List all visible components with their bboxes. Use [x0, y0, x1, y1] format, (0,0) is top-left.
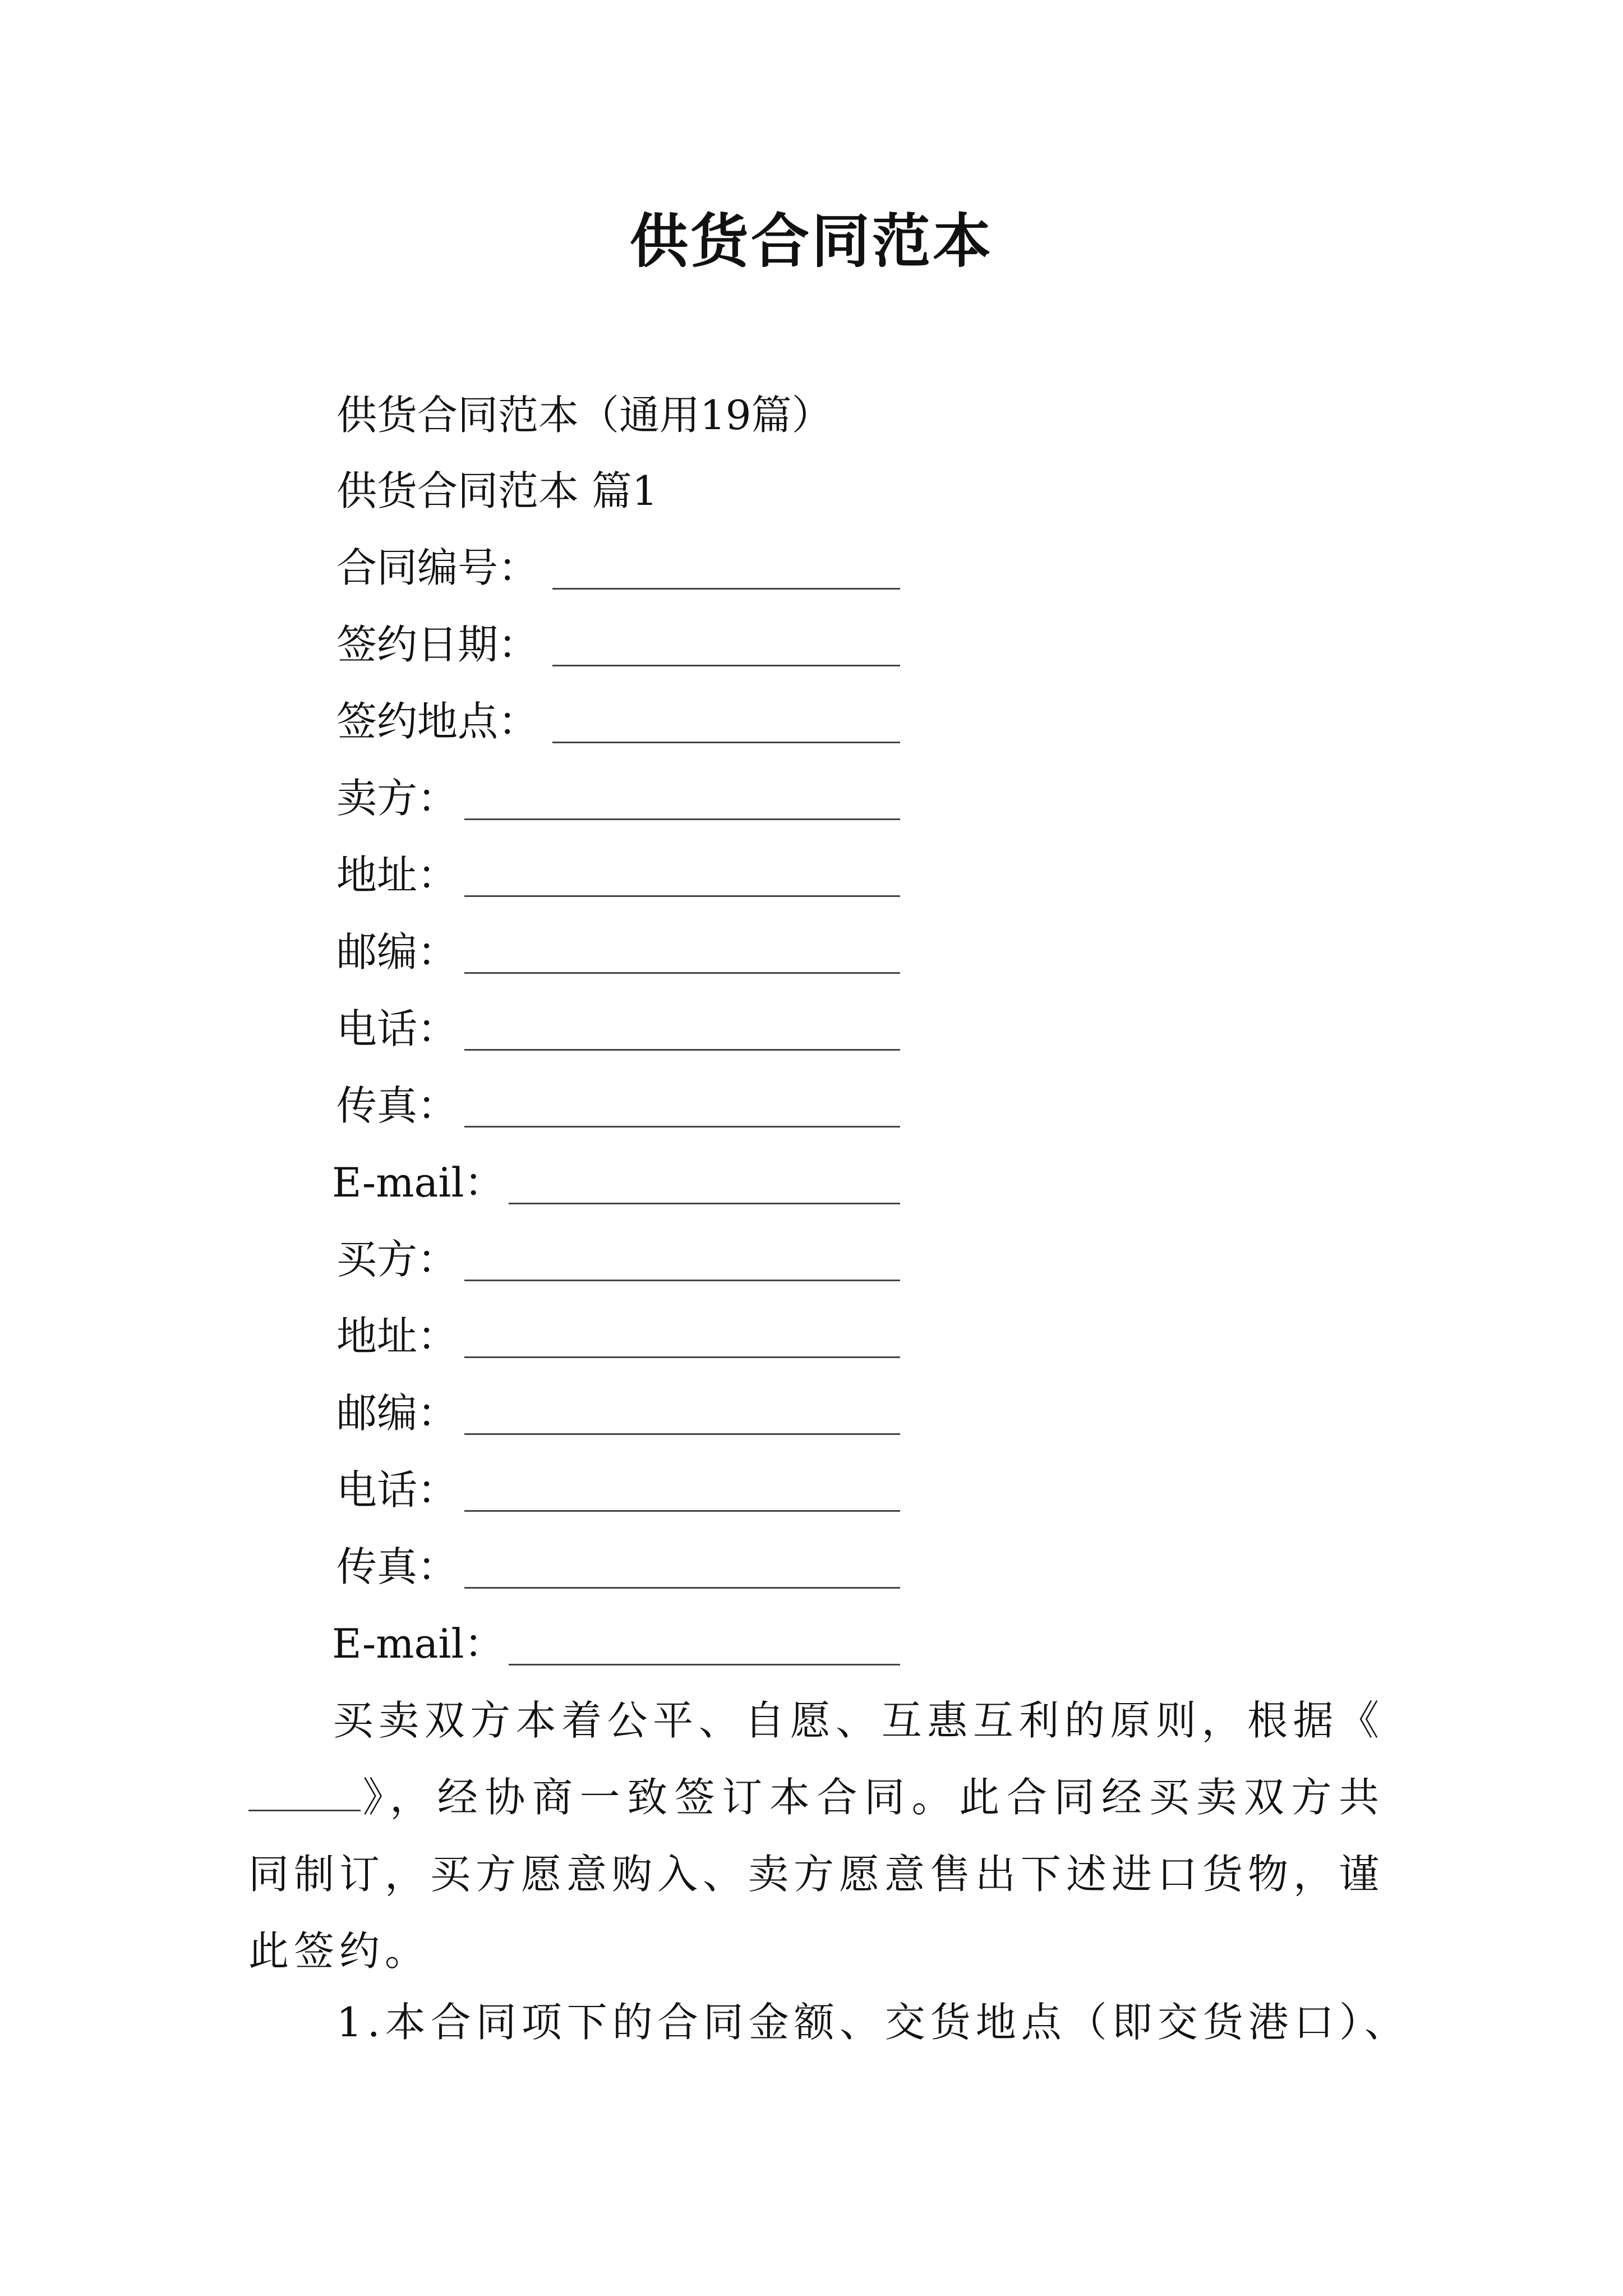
- fill-in-blank[interactable]: [464, 1587, 900, 1589]
- field-label: 电话：: [336, 1005, 458, 1052]
- fill-in-blank[interactable]: [464, 1356, 900, 1358]
- preamble-paragraph: [248, 1682, 1384, 1990]
- fill-in-blank[interactable]: [464, 1280, 900, 1281]
- document-title: 供货合同范本: [629, 207, 993, 275]
- fill-in-blank[interactable]: [464, 818, 900, 820]
- field-label: 地址：: [336, 1313, 458, 1360]
- fill-in-blank[interactable]: [464, 1049, 900, 1051]
- fill-in-blank[interactable]: [464, 1433, 900, 1435]
- fill-in-blank[interactable]: [509, 1664, 900, 1665]
- fill-in-blank[interactable]: [552, 665, 900, 666]
- fill-in-blank[interactable]: [464, 1510, 900, 1512]
- fill-in-blank[interactable]: [552, 742, 900, 743]
- fill-in-blank[interactable]: [509, 1203, 900, 1204]
- section-heading: 供货合同范本 篇1: [336, 467, 658, 514]
- field-label: 合同编号：: [336, 544, 539, 591]
- field-label: 邮编：: [336, 1389, 458, 1437]
- fill-in-blank[interactable]: [464, 972, 900, 974]
- field-label: E-mail：: [332, 1620, 505, 1667]
- fill-in-blank[interactable]: [464, 895, 900, 897]
- field-label: 邮编：: [336, 928, 458, 976]
- field-label: 买方：: [336, 1236, 458, 1283]
- field-label: 电话：: [336, 1466, 458, 1513]
- document-subtitle: 供货合同范本（通用19篇）: [336, 392, 832, 439]
- field-label: E-mail：: [332, 1159, 505, 1206]
- field-label: 传真：: [336, 1082, 458, 1129]
- paragraph-text-end: 》，经协商一致签订本合同。此合同经买卖双方共同制订，买方愿意购入、卖方愿意售出下述进口货物，谨此签约。: [248, 1774, 1385, 1975]
- field-label: 地址：: [336, 852, 458, 899]
- field-label: 卖方：: [336, 775, 458, 822]
- fill-in-blank[interactable]: [552, 588, 900, 590]
- paragraph-text-start: 买卖双方本着公平、自愿、互惠互利的原则，根据《: [333, 1697, 1384, 1744]
- field-label: 传真：: [336, 1543, 458, 1590]
- field-label: 签约地点：: [336, 698, 539, 745]
- clause-1: 1.本合同项下的合同金额、交货地点（即交货港口）、: [336, 1999, 1410, 2046]
- fill-in-blank-inline[interactable]: [248, 1775, 361, 1811]
- fill-in-blank[interactable]: [464, 1126, 900, 1128]
- field-label: 签约日期：: [336, 621, 539, 668]
